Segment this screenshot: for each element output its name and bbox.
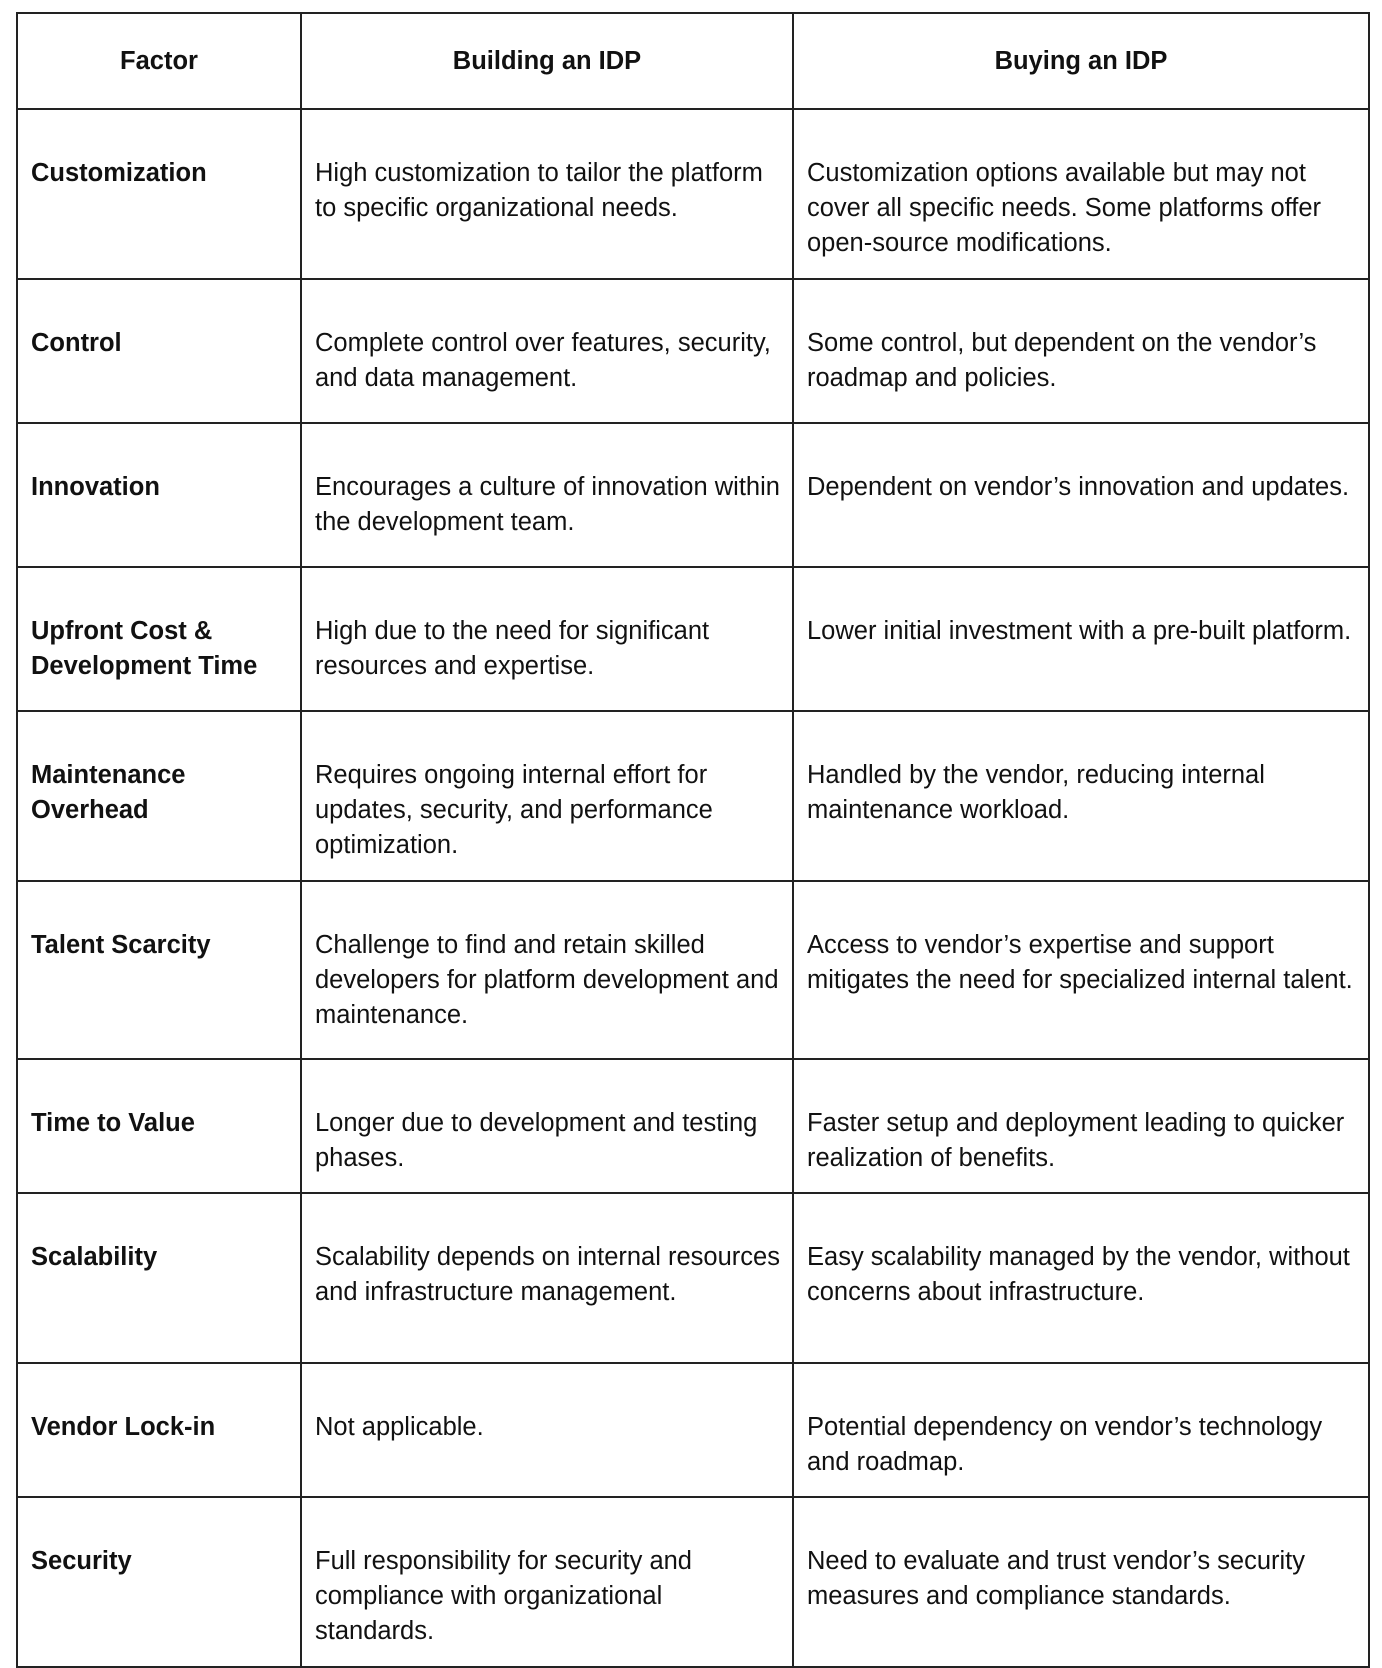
table-row-vendor-lock-in — [17, 1363, 1369, 1497]
buying-cell: Faster setup and deployment leading to quicker realization of benefits. — [793, 1059, 1369, 1193]
building-cell: Not applicable. — [301, 1363, 793, 1497]
building-cell: High customization to tailor the platform to specific organizational needs. — [301, 109, 793, 279]
header-building: Building an IDP — [301, 13, 793, 109]
building-cell: Full responsibility for security and compliance with organizational standards. — [301, 1497, 793, 1667]
buying-cell: Handled by the vendor, reducing internal maintenance workload. — [793, 711, 1369, 881]
table-row-customization — [17, 109, 1369, 279]
building-cell: Complete control over features, security, and data management. — [301, 279, 793, 423]
comparison-table — [16, 12, 1370, 1668]
factor-cell: Talent Scarcity — [17, 881, 301, 1059]
buying-cell: Access to vendor’s expertise and support mitigates the need for specialized internal talent. — [793, 881, 1369, 1059]
table-row-maintenance-overhead — [17, 711, 1369, 881]
table-row-upfront-cost — [17, 567, 1369, 711]
header-factor: Factor — [17, 13, 301, 109]
factor-cell: Maintenance Overhead — [17, 711, 301, 881]
table-row-scalability — [17, 1193, 1369, 1363]
header-row — [17, 13, 1369, 109]
building-cell: Challenge to find and retain skilled developers for platform development and maintenance. — [301, 881, 793, 1059]
table-row-innovation — [17, 423, 1369, 567]
building-cell: Requires ongoing internal effort for updates, security, and performance optimization. — [301, 711, 793, 881]
building-cell: Encourages a culture of innovation within the development team. — [301, 423, 793, 567]
factor-cell: Time to Value — [17, 1059, 301, 1193]
buying-cell: Potential dependency on vendor’s technology and roadmap. — [793, 1363, 1369, 1497]
buying-cell: Dependent on vendor’s innovation and updates. — [793, 423, 1369, 567]
buying-cell: Need to evaluate and trust vendor’s security measures and compliance standards. — [793, 1497, 1369, 1667]
building-cell: High due to the need for significant resources and expertise. — [301, 567, 793, 711]
buying-cell: Lower initial investment with a pre-built platform. — [793, 567, 1369, 711]
table-row-security — [17, 1497, 1369, 1667]
buying-cell: Customization options available but may not cover all specific needs. Some platforms offer open-source modifications. — [793, 109, 1369, 279]
table-row-control — [17, 279, 1369, 423]
factor-cell: Control — [17, 279, 301, 423]
buying-cell: Easy scalability managed by the vendor, without concerns about infrastructure. — [793, 1193, 1369, 1363]
factor-cell: Innovation — [17, 423, 301, 567]
factor-cell: Scalability — [17, 1193, 301, 1363]
table-row-time-to-value — [17, 1059, 1369, 1193]
factor-cell: Upfront Cost & Development Time — [17, 567, 301, 711]
header-buying: Buying an IDP — [793, 13, 1369, 109]
building-cell: Scalability depends on internal resources and infrastructure management. — [301, 1193, 793, 1363]
factor-cell: Vendor Lock-in — [17, 1363, 301, 1497]
building-cell: Longer due to development and testing phases. — [301, 1059, 793, 1193]
table-row-talent-scarcity — [17, 881, 1369, 1059]
factor-cell: Customization — [17, 109, 301, 279]
factor-cell: Security — [17, 1497, 301, 1667]
buying-cell: Some control, but dependent on the vendor’s roadmap and policies. — [793, 279, 1369, 423]
